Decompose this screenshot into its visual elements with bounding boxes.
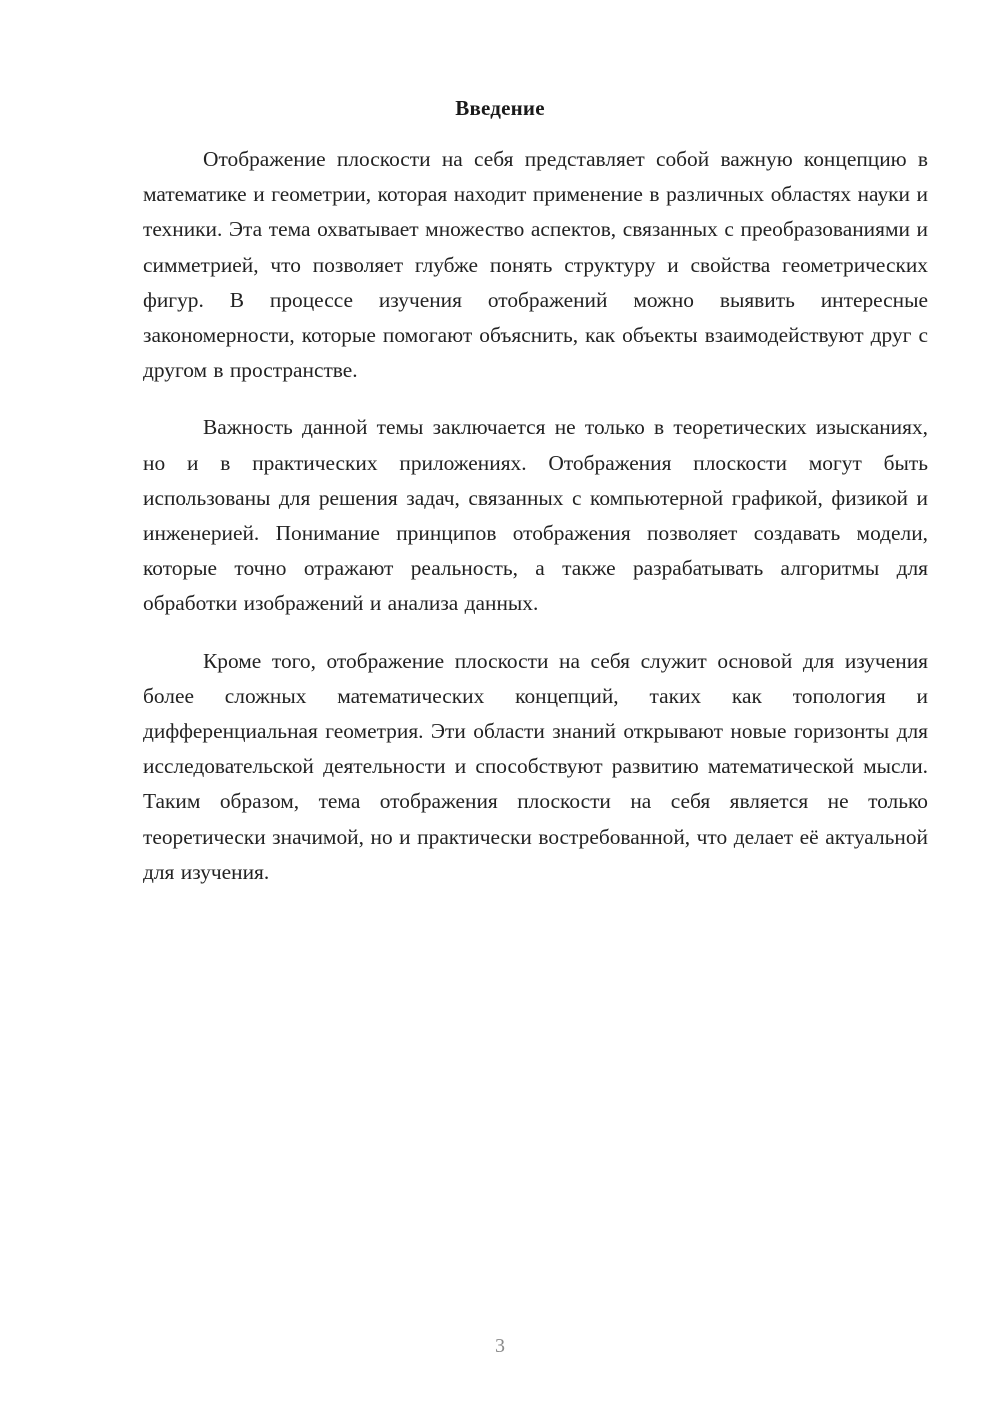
paragraph-2: Важность данной темы заключается не только в теоретических изысканиях, но и в практических приложениях. Отображения плоскости могут быть использованы для решения задач, связанных с компьютерной графикой, физикой и инженерией. Понимание принципов отображения позволяет создавать модели, которые точно отражают реальность, а также разрабатывать алгоритмы для обработки изображений и анализа данных. xyxy=(143,415,928,616)
paragraph-3: Кроме того, отображение плоскости на себя служит основой для изучения более сложных математических концепций, таких как топология и дифференциальная геометрия. Эти области знаний открывают новые горизонты для исследовательской деятельности и способствуют развитию математической мысли. Таким образом, тема отображения плоскости на себя является не только теоретически значимой, но и практически востребованной, что делает её актуальной для изучения. xyxy=(143,648,928,884)
document-body xyxy=(143,142,928,912)
page-number: 3 xyxy=(495,1335,505,1357)
paragraph-1: Отображение плоскости на себя представляет собой важную концепцию в математике и геометрии, которая находит применение в различных областях науки и техники. Эта тема охватывает множество аспектов, связанных с преобразованиями и симметрией, что позволяет глубже понять структуру и свойства геометрических фигур. В процессе изучения отображений можно выявить интересные закономерности, которые помогают объяснить, как объекты взаимодействуют друг с другом в пространстве. xyxy=(143,147,928,383)
section-title: Введение xyxy=(455,96,545,120)
